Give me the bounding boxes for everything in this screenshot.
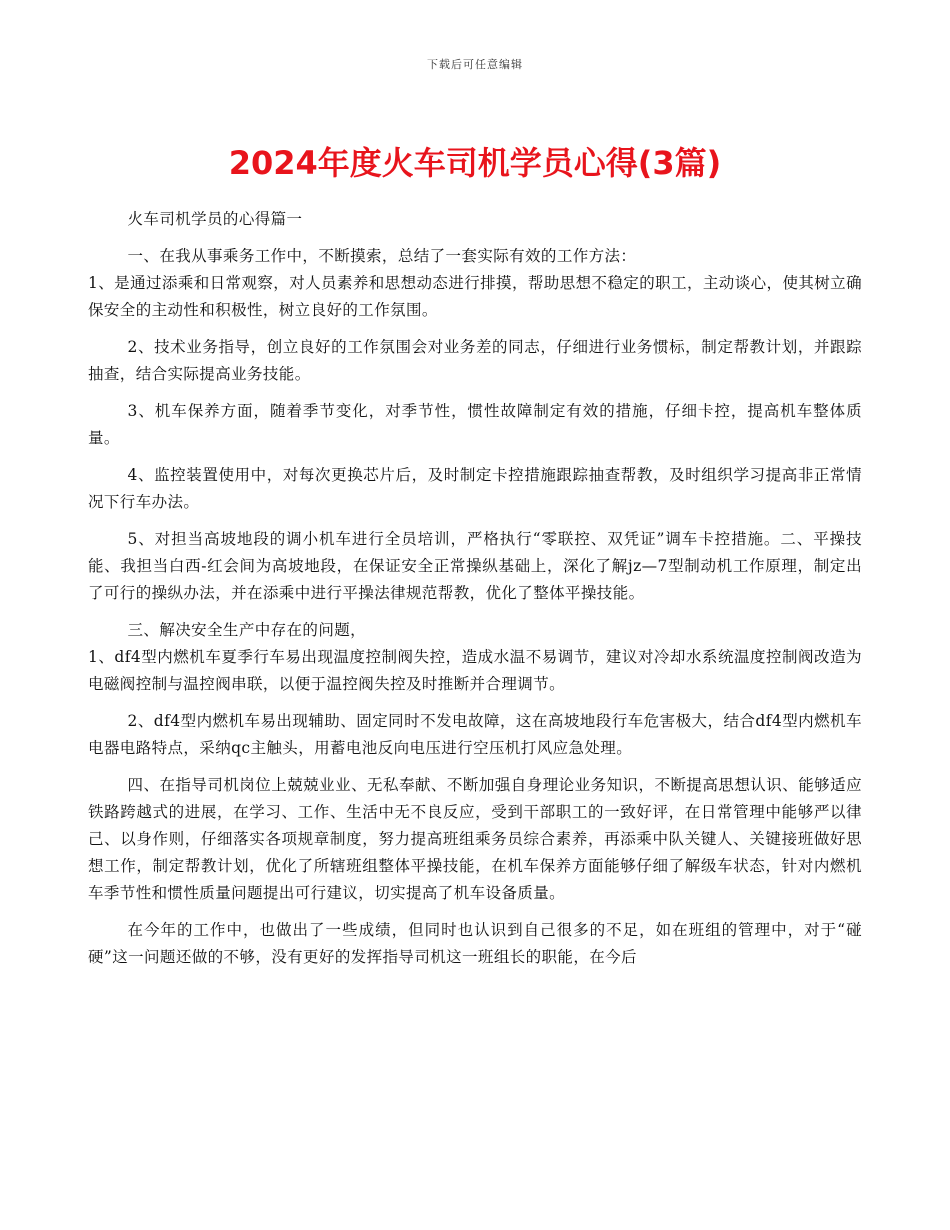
body-paragraph: 在今年的工作中，也做出了一些成绩，但同时也认识到自己很多的不足，如在班组的管理中，对于“碰硬”这一问题还做的不够，没有更好的发挥指导司机这一班组长的职能，在今后 bbox=[88, 921, 862, 966]
body-paragraph: 4、监控装置使用中，对每次更换芯片后，及时制定卡控措施跟踪抽查帮教，及时组织学习提高非正常情况下行车办法。 bbox=[88, 466, 862, 511]
body-paragraph: 3、机车保养方面，随着季节变化，对季节性，惯性故障制定有效的措施，仔细卡控，提高机车整体质量。 bbox=[88, 402, 862, 447]
body-paragraph: 2、技术业务指导，创立良好的工作氛围会对业务差的同志，仔细进行业务惯标，制定帮教计划，并跟踪抽查，结合实际提高业务技能。 bbox=[88, 338, 862, 383]
body-paragraph: 一、在我从事乘务工作中，不断摸索，总结了一套实际有效的工作方法： bbox=[127, 247, 637, 265]
section-heading: 火车司机学员的心得篇一 bbox=[127, 210, 303, 228]
body-paragraph: 5、对担当高坡地段的调小机车进行全员培训，严格执行“零联控、双凭证”调车卡控措施。二、平操技能、我担当白西-红会间为高坡地段，在保证安全正常操纵基础上，深化了解jz—7型制动机工作原理，制定出了可行的操纵办法，并在添乘中进行平操法律规范帮教，优化了整体平操技能。 bbox=[88, 530, 862, 602]
body-paragraph: 四、在指导司机岗位上兢兢业业、无私奉献、不断加强自身理论业务知识，不断提高思想认识、能够适应铁路跨越式的进展，在学习、工作、生活中无不良反应，受到干部职工的一致好评，在日常管理中能够严以律己、以身作则，仔细落实各项规章制度，努力提高班组乘务员综合素养，再添乘中队关键人、关键接班做好思想工作，制定帮教计划，优化了所辖班组整体平操技能，在机车保养方面能够仔细了解级车状态，针对内燃机车季节性和惯性质量问题提出可行建议，切实提高了机车设备质量。 bbox=[88, 776, 862, 902]
body-paragraph: 2、df4型内燃机车易出现辅助、固定同时不发电故障，这在高坡地段行车危害极大，结合df4型内燃机车电器电路特点，采纳qc主触头，用蓄电池反向电压进行空压机打风应急处理。 bbox=[88, 712, 862, 757]
body-paragraph: 1、df4型内燃机车夏季行车易出现温度控制阀失控，造成水温不易调节，建议对冷却水系统温度控制阀改造为电磁阀控制与温控阀串联，以便于温控阀失控及时推断并合理调节。 bbox=[88, 648, 862, 693]
document-title: 2024年度火车司机学员心得(3篇) bbox=[228, 144, 722, 182]
body-paragraph: 三、解决安全生产中存在的问题， bbox=[127, 621, 367, 639]
page-header-note: 下载后可任意编辑 bbox=[427, 58, 523, 71]
body-paragraph: 1、是通过添乘和日常观察，对人员素养和思想动态进行排摸，帮助思想不稳定的职工，主动谈心，使其树立确保安全的主动性和积极性，树立良好的工作氛围。 bbox=[88, 274, 862, 319]
document-body bbox=[88, 180, 862, 981]
